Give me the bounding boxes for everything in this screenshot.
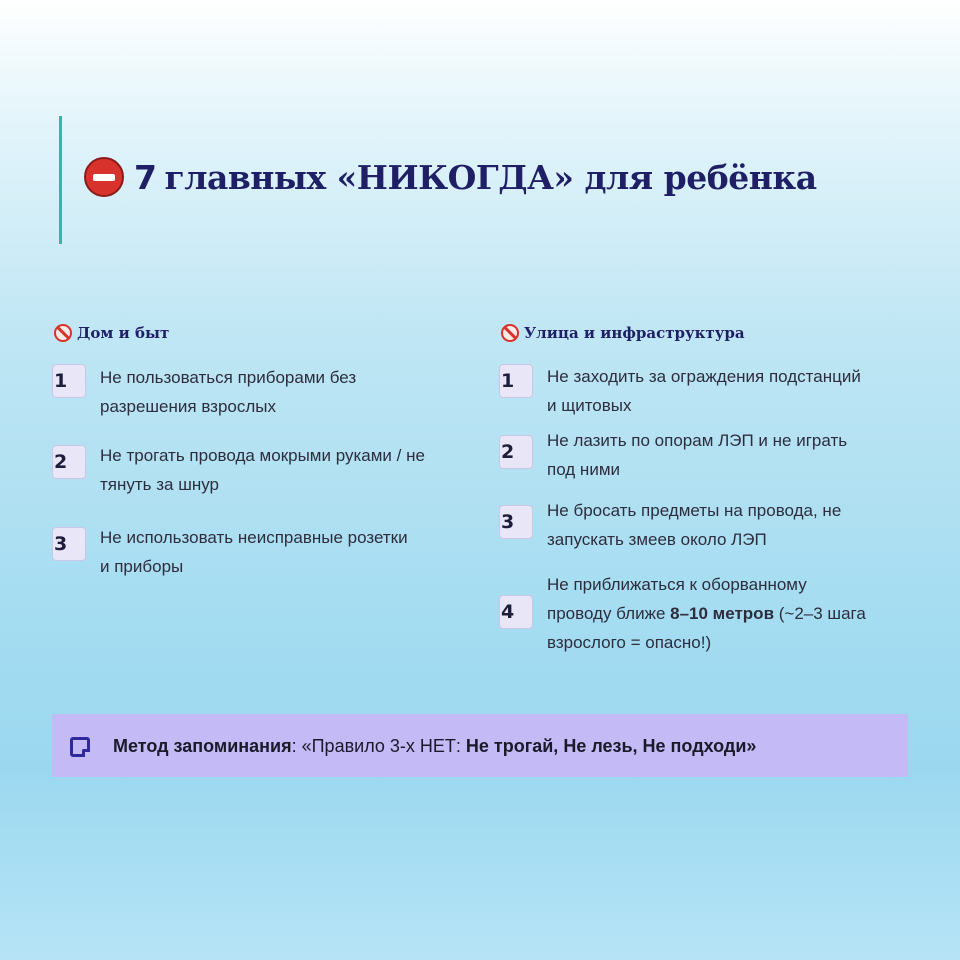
page-title [84,154,817,200]
number-badge: 4 [499,595,533,629]
memory-method-callout [52,714,908,777]
number-badge: 1 [52,364,86,398]
no-entry-icon [84,157,124,197]
item-text: Не использовать неисправные розетки и приборы [100,528,408,576]
item-text: Не приближаться к оборванному проводу ближе 8–10 метров (~2–3 шага взрослого = опасно!) [547,575,866,652]
title-accent-bar [59,116,62,244]
memo-icon [70,737,90,757]
title-number: 7 [134,157,157,197]
item-text: Не бросать предметы на провода, не запускать змеев около ЛЭП [547,501,842,549]
number-badge: 3 [52,527,86,561]
number-badge: 1 [499,364,533,398]
section-heading-home [54,324,169,342]
section-heading-street [501,324,745,342]
distance-emphasis: 8–10 метров [670,604,775,623]
section-heading-label: Улица и инфраструктура [524,324,745,342]
section-heading-label: Дом и быт [77,324,170,342]
prohibited-icon [501,324,519,342]
number-badge: 2 [52,445,86,479]
callout-text: Метод запоминания: «Правило 3-х НЕТ: Не трогай, Не лезь, Не подходи» [113,736,757,756]
item-text: Не трогать провода мокрыми руками / не тянуть за шнур [100,446,425,494]
item-text: Не лазить по опорам ЛЭП и не играть под ними [547,431,848,479]
item-text: Не пользоваться приборами без разрешения взрослых [100,368,357,416]
item-text: Не заходить за ограждения подстанций и щитовых [547,367,861,415]
title-text: главных «НИКОГДА» для ребёнка [164,157,817,197]
number-badge: 2 [499,435,533,469]
number-badge: 3 [499,505,533,539]
prohibited-icon [54,324,72,342]
